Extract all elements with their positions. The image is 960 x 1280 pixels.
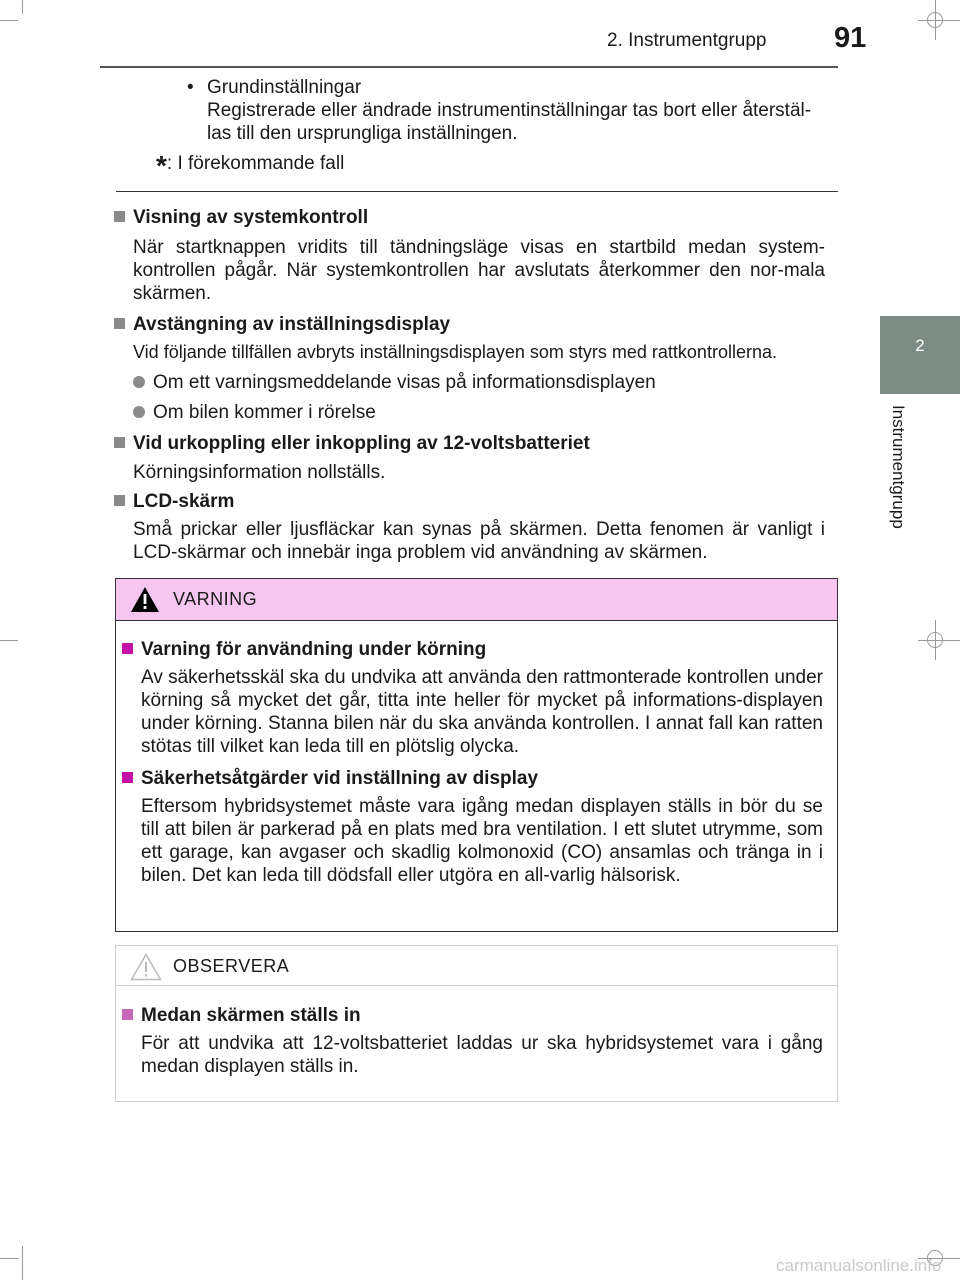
section-text: Körningsinformation nollställs. (133, 462, 386, 483)
footnote-mark: * (156, 150, 167, 181)
section-title: 2. Instrumentgrupp (607, 30, 767, 51)
intro-bullet (187, 76, 837, 145)
notice-header-rule (116, 985, 837, 986)
square-bullet-icon (114, 495, 125, 506)
header-rule (100, 66, 838, 68)
warning-header (116, 579, 837, 621)
page-number: 91 (834, 22, 867, 54)
warning-item-text: Av säkerhetsskäl ska du undvika att använda den rattmonterade kontrollen under körning så mycket det går, titta inte heller för mycket på informations-displayen under körning. Stanna bilen när du ska använda kontrollen. I annat fall kan ratten stötas till vilket kan leda till en plötslig olycka. (141, 667, 823, 757)
list-item: Om ett varningsmeddelande visas på informationsdisplayen (133, 371, 656, 394)
section-heading: LCD-skärm (114, 490, 234, 513)
section-heading: Avstängning av inställningsdisplay (114, 313, 450, 336)
crop-mark (0, 1258, 18, 1259)
square-bullet-icon (122, 643, 133, 654)
footnote-text: : I förekommande fall (166, 153, 345, 174)
list-item: Om bilen kommer i rörelse (133, 401, 376, 424)
square-bullet-icon (114, 437, 125, 448)
crop-mark (918, 20, 960, 21)
bullet-text-line: Registrerade eller ändrade instrumentinställningar tas bort eller återstäl- (207, 100, 812, 121)
crop-mark (935, 620, 936, 660)
warning-item-text: Eftersom hybridsystemet måste vara igång medan displayen ställs in bör du se till att bilen är parkerad på en plats med bra ventilation. I ett slutet utrymme, som ett garage, kan avgaser och skadlig kolmonoxid (CO) ansamlas och tränga in i bilen. Det kan leda till dödsfall eller utgöra en all-varlig hälsorisk. (141, 796, 823, 886)
crop-mark (22, 1246, 23, 1280)
circle-bullet-icon (133, 376, 145, 388)
bullet-title: Grundinställningar (207, 77, 362, 98)
section-text: När startknappen vridits till tändningsläge visas en startbild medan system-kontrollen pågår. När systemkontrollen har avslutats återkommer den nor-mala skärmen. (133, 237, 825, 304)
square-bullet-icon (114, 211, 125, 222)
separator (116, 191, 838, 192)
square-bullet-icon (122, 1009, 133, 1020)
warning-item-heading: Säkerhetsåtgärder vid inställning av display (122, 767, 538, 790)
caution-triangle-icon (130, 953, 162, 981)
crop-mark (918, 640, 960, 641)
circle-bullet-icon (133, 406, 145, 418)
chapter-label (884, 405, 910, 575)
crop-mark (0, 640, 18, 641)
chapter-label-text: Instrumentgrupp (889, 405, 908, 529)
section-heading: Visning av systemkontroll (114, 206, 368, 229)
bullet-text-line: las till den ursprungliga inställningen. (207, 123, 518, 144)
crop-mark (0, 20, 18, 21)
notice-label: OBSERVERA (173, 956, 290, 976)
warning-label: VARNING (173, 589, 258, 609)
section-text: Små prickar eller ljusfläckar kan synas på skärmen. Detta fenomen är vanligt i LCD-skärmar och innebär inga problem vid användning av skärmen. (133, 519, 825, 563)
chapter-number: 2 (915, 336, 925, 355)
crop-mark (935, 0, 936, 40)
warning-triangle-icon (130, 586, 160, 613)
square-bullet-icon (122, 772, 133, 783)
watermark: carmanualsonline.info (776, 1256, 942, 1275)
notice-item-text: För att undvika att 12-voltsbatteriet laddas ur ska hybridsystemet vara i gång medan displayen ställs in. (141, 1033, 823, 1077)
warning-item-heading: Varning för användning under körning (122, 638, 486, 661)
square-bullet-icon (114, 318, 125, 329)
section-heading: Vid urkoppling eller inkoppling av 12-voltsbatteriet (114, 432, 590, 455)
section-text: Vid följande tillfällen avbryts inställningsdisplayen som styrs med rattkontrollerna. (133, 342, 777, 362)
notice-item-heading: Medan skärmen ställs in (122, 1004, 361, 1027)
bullet-dot: • (187, 77, 194, 98)
crop-mark (22, 0, 23, 14)
footnote (156, 150, 345, 181)
